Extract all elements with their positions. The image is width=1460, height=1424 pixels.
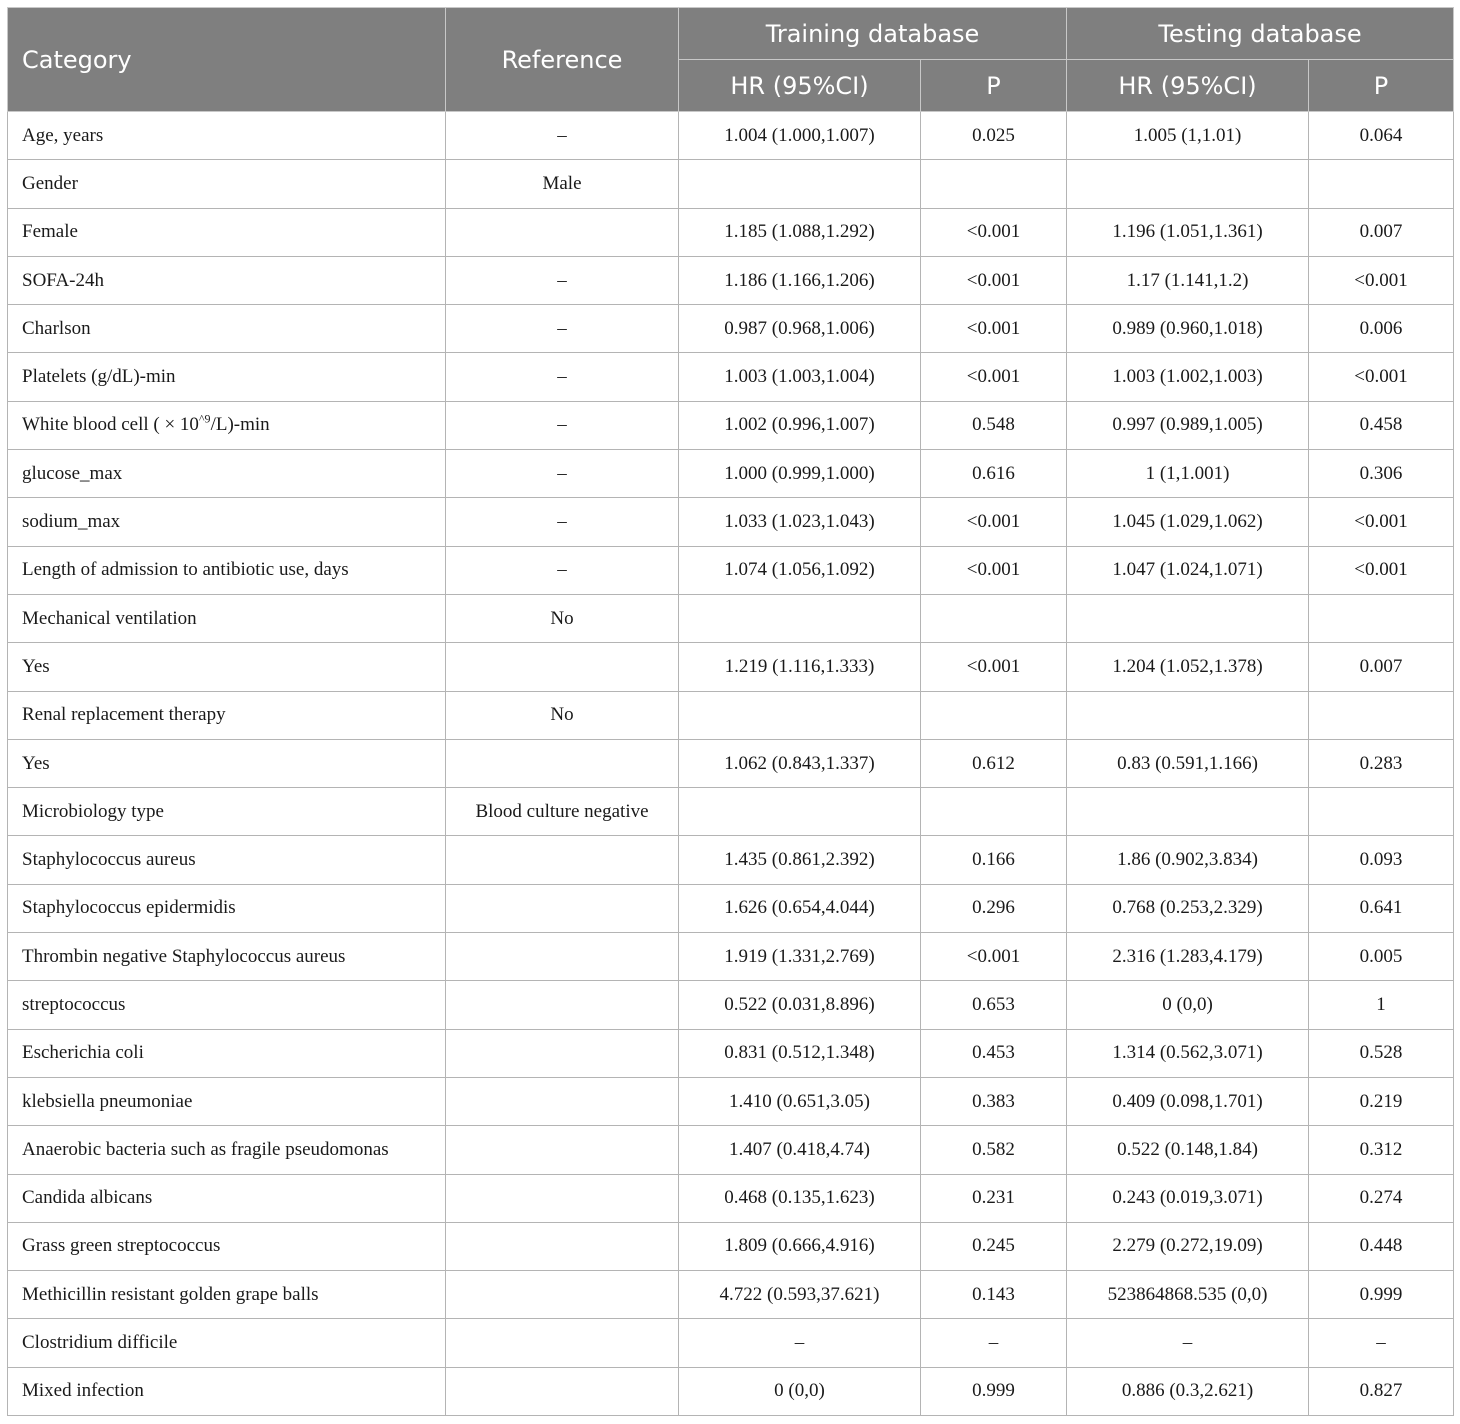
cell-testing-hr: 2.279 (0.272,19.09) (1067, 1222, 1309, 1270)
table-row (8, 353, 1454, 401)
table-row (8, 160, 1454, 208)
cell-training-hr (679, 160, 921, 208)
cell-reference: – (446, 498, 679, 546)
cell-testing-p: <0.001 (1309, 256, 1454, 304)
cell-training-p: 0.999 (921, 1367, 1067, 1415)
cell-training-p: 0.453 (921, 1029, 1067, 1077)
cell-training-hr: 0.831 (0.512,1.348) (679, 1029, 921, 1077)
cell-reference (446, 933, 679, 981)
cell-reference (446, 1029, 679, 1077)
cell-training-p: 0.296 (921, 884, 1067, 932)
cell-testing-hr: 1.003 (1.002,1.003) (1067, 353, 1309, 401)
cell-testing-hr: 0.989 (0.960,1.018) (1067, 305, 1309, 353)
cell-testing-hr: 1 (1,1.001) (1067, 450, 1309, 498)
cell-training-hr: 1.435 (0.861,2.392) (679, 836, 921, 884)
cell-training-hr: 1.410 (0.651,3.05) (679, 1077, 921, 1125)
cell-training-p: <0.001 (921, 933, 1067, 981)
cell-testing-hr: 0.522 (0.148,1.84) (1067, 1126, 1309, 1174)
cell-training-hr (679, 594, 921, 642)
cell-testing-p: 0.448 (1309, 1222, 1454, 1270)
cell-category: Length of admission to antibiotic use, days (8, 546, 446, 594)
cell-training-p (921, 691, 1067, 739)
header-testing-database: Testing database (1067, 8, 1454, 60)
cell-testing-p: <0.001 (1309, 353, 1454, 401)
cell-training-hr: 1.062 (0.843,1.337) (679, 739, 921, 787)
cell-training-p: <0.001 (921, 498, 1067, 546)
cell-reference (446, 739, 679, 787)
cell-training-hr: 1.033 (1.023,1.043) (679, 498, 921, 546)
cell-testing-hr: 0.243 (0.019,3.071) (1067, 1174, 1309, 1222)
cell-testing-hr (1067, 788, 1309, 836)
cell-reference (446, 1077, 679, 1125)
cell-reference: – (446, 450, 679, 498)
cell-testing-p (1309, 594, 1454, 642)
table-row (8, 788, 1454, 836)
cell-category: Female (8, 208, 446, 256)
cell-testing-hr: 1.204 (1.052,1.378) (1067, 643, 1309, 691)
cell-training-p: 0.245 (921, 1222, 1067, 1270)
cell-category: sodium_max (8, 498, 446, 546)
cell-testing-p: 0.999 (1309, 1271, 1454, 1319)
cell-testing-p: 0.827 (1309, 1367, 1454, 1415)
cell-category: Staphylococcus epidermidis (8, 884, 446, 932)
cell-category: Yes (8, 739, 446, 787)
table-row (8, 256, 1454, 304)
cell-testing-hr (1067, 594, 1309, 642)
cell-category: Candida albicans (8, 1174, 446, 1222)
header-category: Category (8, 8, 446, 112)
cell-testing-hr: 0.768 (0.253,2.329) (1067, 884, 1309, 932)
table-row (8, 1126, 1454, 1174)
cell-category: Age, years (8, 112, 446, 160)
cell-reference (446, 1367, 679, 1415)
cell-training-hr: 1.074 (1.056,1.092) (679, 546, 921, 594)
cell-testing-hr (1067, 691, 1309, 739)
table-row (8, 498, 1454, 546)
cell-category: Mechanical ventilation (8, 594, 446, 642)
cell-category: klebsiella pneumoniae (8, 1077, 446, 1125)
cell-category: Renal replacement therapy (8, 691, 446, 739)
cell-training-hr: 0.987 (0.968,1.006) (679, 305, 921, 353)
cell-testing-hr: 2.316 (1.283,4.179) (1067, 933, 1309, 981)
cell-reference (446, 208, 679, 256)
cell-testing-hr: 0 (0,0) (1067, 981, 1309, 1029)
cell-testing-p: 0.007 (1309, 643, 1454, 691)
table-row (8, 401, 1454, 449)
table-row (8, 691, 1454, 739)
cell-category: Microbiology type (8, 788, 446, 836)
header-training-p: P (921, 60, 1067, 112)
cell-testing-p: 0.274 (1309, 1174, 1454, 1222)
cell-training-hr (679, 788, 921, 836)
cell-training-p: <0.001 (921, 256, 1067, 304)
table-row (8, 1174, 1454, 1222)
cell-training-p: <0.001 (921, 643, 1067, 691)
cell-training-hr (679, 691, 921, 739)
cell-category: Charlson (8, 305, 446, 353)
table-row (8, 1077, 1454, 1125)
cell-category: White blood cell ( × $10^{\^{}9}/L)-\min$ (8, 401, 446, 449)
cell-testing-p: 0.219 (1309, 1077, 1454, 1125)
cell-reference (446, 1174, 679, 1222)
cell-testing-hr: 1.005 (1,1.01) (1067, 112, 1309, 160)
cell-testing-p (1309, 160, 1454, 208)
cell-testing-p: 0.312 (1309, 1126, 1454, 1174)
cell-training-hr: 0.468 (0.135,1.623) (679, 1174, 921, 1222)
cell-reference: No (446, 594, 679, 642)
table-row (8, 1222, 1454, 1270)
cell-training-hr: 1.000 (0.999,1.000) (679, 450, 921, 498)
table-row (8, 1029, 1454, 1077)
cell-training-p (921, 160, 1067, 208)
cell-testing-p: 0.528 (1309, 1029, 1454, 1077)
cell-testing-p: 0.007 (1309, 208, 1454, 256)
table-row (8, 450, 1454, 498)
cell-testing-hr: 0.886 (0.3,2.621) (1067, 1367, 1309, 1415)
cell-reference (446, 1319, 679, 1367)
cell-testing-p: <0.001 (1309, 546, 1454, 594)
cell-category: Anaerobic bacteria such as fragile pseudomonas (8, 1126, 446, 1174)
cell-training-hr: 1.186 (1.166,1.206) (679, 256, 921, 304)
table-row (8, 643, 1454, 691)
table-row (8, 546, 1454, 594)
cell-training-p: 0.025 (921, 112, 1067, 160)
cell-training-p: 0.383 (921, 1077, 1067, 1125)
cell-reference (446, 836, 679, 884)
cell-testing-p (1309, 691, 1454, 739)
cell-training-hr: 0 (0,0) (679, 1367, 921, 1415)
table-row (8, 836, 1454, 884)
table-row (8, 208, 1454, 256)
cell-training-hr: 1.626 (0.654,4.044) (679, 884, 921, 932)
cell-training-p: <0.001 (921, 546, 1067, 594)
table-row (8, 1271, 1454, 1319)
cell-reference: – (446, 546, 679, 594)
cell-training-hr: 1.002 (0.996,1.007) (679, 401, 921, 449)
cell-reference (446, 1126, 679, 1174)
table-row (8, 305, 1454, 353)
cell-testing-p: 0.093 (1309, 836, 1454, 884)
cell-category: Mixed infection (8, 1367, 446, 1415)
cell-training-p (921, 594, 1067, 642)
cell-training-p (921, 788, 1067, 836)
cell-reference: No (446, 691, 679, 739)
cell-training-p: 0.582 (921, 1126, 1067, 1174)
cell-reference (446, 1271, 679, 1319)
cell-training-p: <0.001 (921, 208, 1067, 256)
cell-category: Gender (8, 160, 446, 208)
cell-category: Thrombin negative Staphylococcus aureus (8, 933, 446, 981)
cell-reference: Blood culture negative (446, 788, 679, 836)
cell-training-p: 0.616 (921, 450, 1067, 498)
cell-testing-p (1309, 788, 1454, 836)
cell-training-hr: 4.722 (0.593,37.621) (679, 1271, 921, 1319)
cell-training-p: – (921, 1319, 1067, 1367)
cell-reference: – (446, 353, 679, 401)
cell-category: Clostridium difficile (8, 1319, 446, 1367)
cell-testing-p: 0.283 (1309, 739, 1454, 787)
cell-testing-hr: 1.314 (0.562,3.071) (1067, 1029, 1309, 1077)
header-testing-p: P (1309, 60, 1454, 112)
table-row (8, 112, 1454, 160)
cell-training-hr: 1.407 (0.418,4.74) (679, 1126, 921, 1174)
cell-testing-p: 0.005 (1309, 933, 1454, 981)
cell-testing-hr: 0.83 (0.591,1.166) (1067, 739, 1309, 787)
cell-reference: – (446, 305, 679, 353)
cell-reference: – (446, 401, 679, 449)
cell-category: Staphylococcus aureus (8, 836, 446, 884)
cell-reference (446, 884, 679, 932)
cell-testing-hr: – (1067, 1319, 1309, 1367)
table-row (8, 594, 1454, 642)
table-body (8, 112, 1454, 1416)
cell-testing-hr: 1.047 (1.024,1.071) (1067, 546, 1309, 594)
cell-reference (446, 1222, 679, 1270)
cell-testing-p: 0.458 (1309, 401, 1454, 449)
cell-category: Platelets (g/dL)-min (8, 353, 446, 401)
table-row (8, 1319, 1454, 1367)
cell-training-hr: 1.185 (1.088,1.292) (679, 208, 921, 256)
cell-testing-p: 0.641 (1309, 884, 1454, 932)
cell-category: Yes (8, 643, 446, 691)
cell-testing-hr: 0.409 (0.098,1.701) (1067, 1077, 1309, 1125)
cell-training-p: 0.143 (921, 1271, 1067, 1319)
cell-training-hr: 1.004 (1.000,1.007) (679, 112, 921, 160)
cell-testing-hr: 1.86 (0.902,3.834) (1067, 836, 1309, 884)
header-reference: Reference (446, 8, 679, 112)
cell-testing-hr: 1.17 (1.141,1.2) (1067, 256, 1309, 304)
cell-training-hr: 1.809 (0.666,4.916) (679, 1222, 921, 1270)
cell-reference (446, 981, 679, 1029)
cell-testing-p: 0.006 (1309, 305, 1454, 353)
cell-training-hr: 1.003 (1.003,1.004) (679, 353, 921, 401)
table-row (8, 739, 1454, 787)
header-testing-hr: HR (95%CI) (1067, 60, 1309, 112)
cell-testing-hr: 0.997 (0.989,1.005) (1067, 401, 1309, 449)
cell-reference (446, 643, 679, 691)
cell-training-p: 0.166 (921, 836, 1067, 884)
cell-category: Escherichia coli (8, 1029, 446, 1077)
cell-testing-hr: 1.196 (1.051,1.361) (1067, 208, 1309, 256)
cell-training-hr: 0.522 (0.031,8.896) (679, 981, 921, 1029)
table-row (8, 884, 1454, 932)
table-row (8, 981, 1454, 1029)
cell-reference: Male (446, 160, 679, 208)
cell-reference: – (446, 256, 679, 304)
cell-testing-p: – (1309, 1319, 1454, 1367)
hazard-ratio-table (7, 7, 1454, 1416)
cell-category: Methicillin resistant golden grape balls (8, 1271, 446, 1319)
cell-testing-hr: 1.045 (1.029,1.062) (1067, 498, 1309, 546)
cell-training-hr: – (679, 1319, 921, 1367)
header-training-database: Training database (679, 8, 1067, 60)
cell-training-p: 0.231 (921, 1174, 1067, 1222)
cell-testing-hr: 523864868.535 (0,0) (1067, 1271, 1309, 1319)
cell-training-p: <0.001 (921, 305, 1067, 353)
cell-category: glucose_max (8, 450, 446, 498)
table-row (8, 1367, 1454, 1415)
cell-category: SOFA-24h (8, 256, 446, 304)
cell-training-p: 0.612 (921, 739, 1067, 787)
cell-reference: – (446, 112, 679, 160)
cell-training-p: 0.548 (921, 401, 1067, 449)
cell-testing-p: 1 (1309, 981, 1454, 1029)
table-header (8, 8, 1454, 112)
cell-training-p: <0.001 (921, 353, 1067, 401)
cell-testing-p: 0.064 (1309, 112, 1454, 160)
header-training-hr: HR (95%CI) (679, 60, 921, 112)
cell-testing-p: 0.306 (1309, 450, 1454, 498)
cell-training-hr: 1.919 (1.331,2.769) (679, 933, 921, 981)
cell-testing-hr (1067, 160, 1309, 208)
cell-training-hr: 1.219 (1.116,1.333) (679, 643, 921, 691)
cell-testing-p: <0.001 (1309, 498, 1454, 546)
cell-category: streptococcus (8, 981, 446, 1029)
table-row (8, 933, 1454, 981)
cell-training-p: 0.653 (921, 981, 1067, 1029)
cell-category: Grass green streptococcus (8, 1222, 446, 1270)
